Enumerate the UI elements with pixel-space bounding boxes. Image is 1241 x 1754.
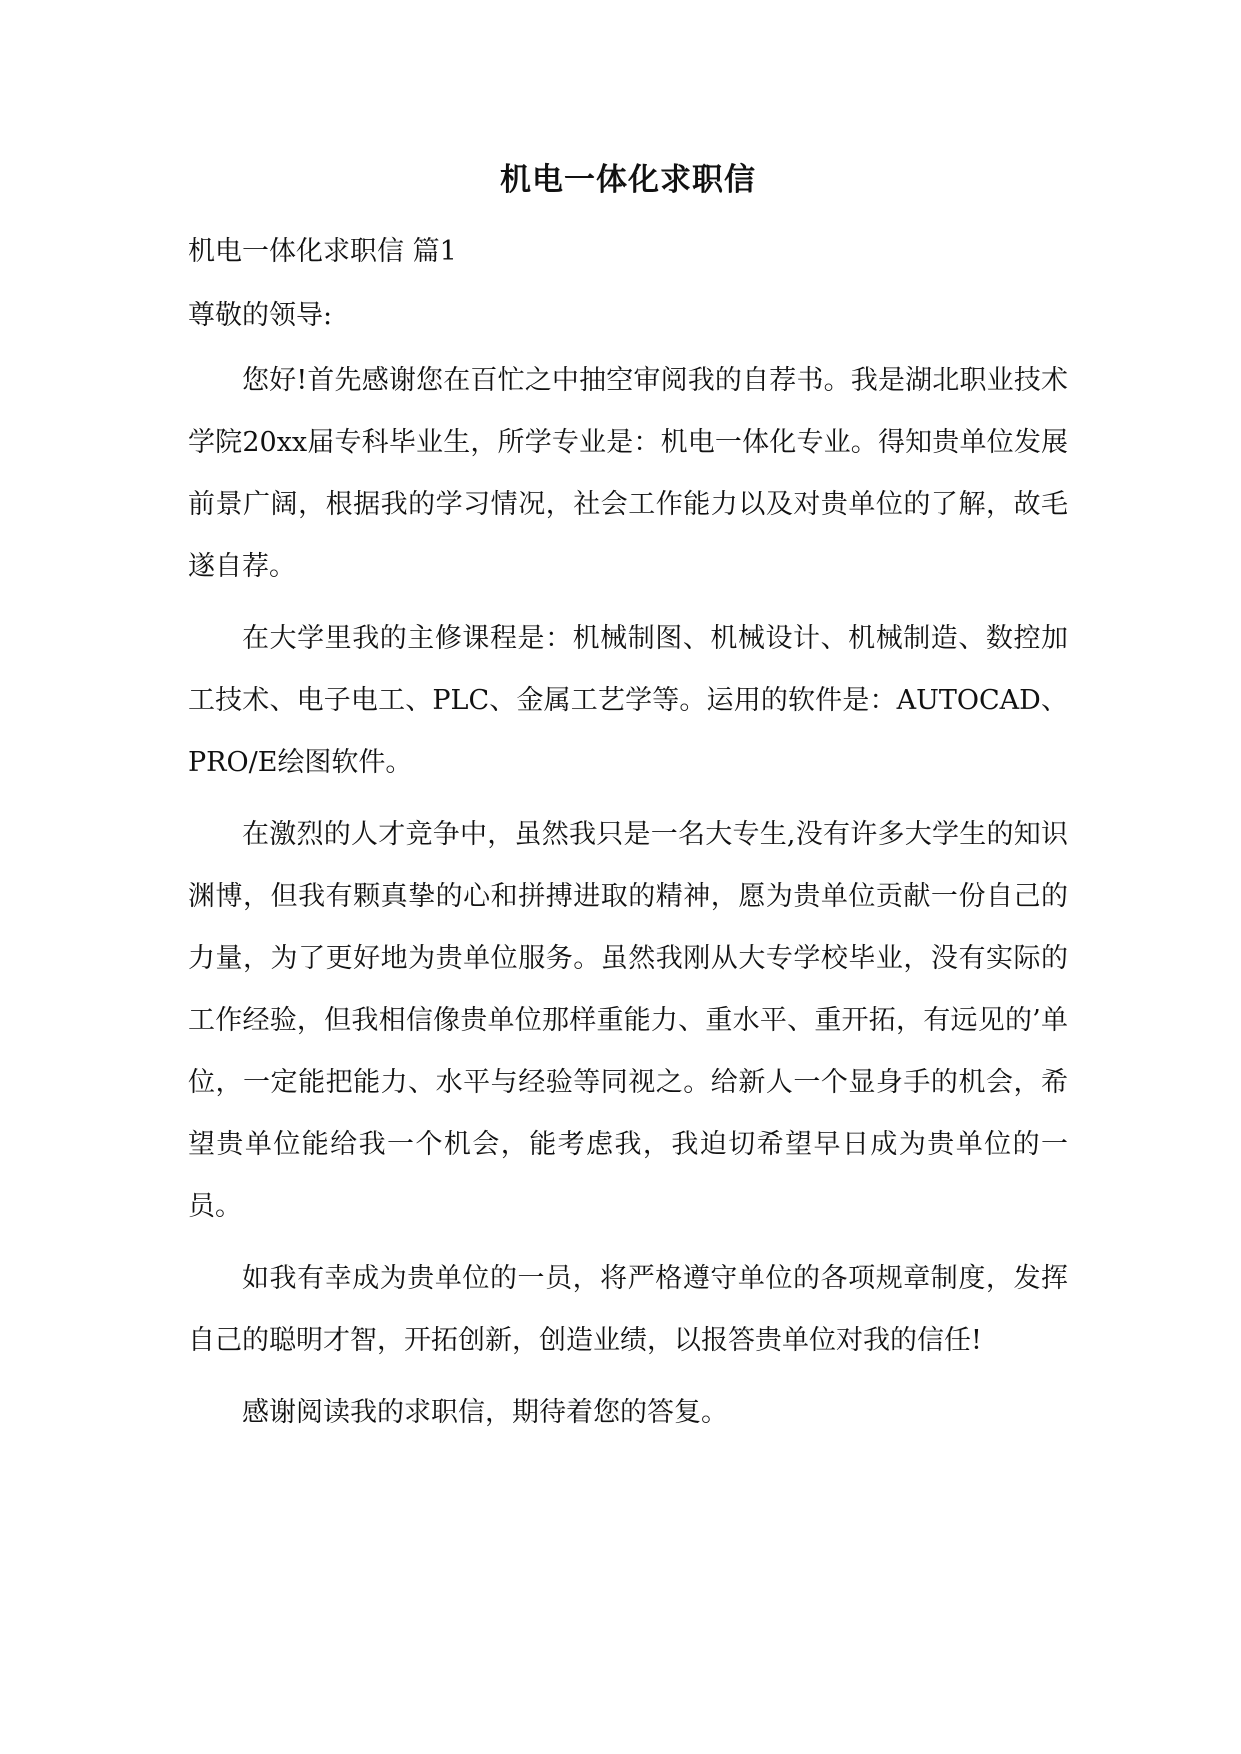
document-subtitle: 机电一体化求职信 篇1 bbox=[188, 236, 457, 267]
salutation: 尊敬的领导: bbox=[188, 300, 333, 331]
paragraph-courses: 在大学里我的主修课程是：机械制图、机械设计、机械制造、数控加工技术、电子电工、PLC、金属工艺学等。运用的软件是：AUTOCAD、PRO/E绘图软件。 bbox=[188, 623, 1068, 778]
paragraph-motivation: 在激烈的人才竞争中，虽然我只是一名大专生,没有许多大学生的知识渊博，但我有颗真挚的心和拼搏进取的精神，愿为贵单位贡献一份自己的力量，为了更好地为贵单位服务。虽然我刚从大专学校毕业，没有实际的工作经验，但我相信像贵单位那样重能力、重水平、重开拓，有远见的’单位，一定能把能力、水平与经验等同视之。给新人一个显身手的机会，希望贵单位能给我一个机会，能考虑我，我迫切希望早日成为贵单位的一员。 bbox=[188, 819, 1068, 1222]
paragraph-intro: 您好!首先感谢您在百忙之中抽空审阅我的自荐书。我是湖北职业技术学院20xx届专科毕业生，所学专业是：机电一体化专业。得知贵单位发展前景广阔，根据我的学习情况，社会工作能力以及对贵单位的了解，故毛遂自荐。 bbox=[188, 365, 1068, 582]
document-title: 机电一体化求职信 bbox=[500, 162, 756, 198]
paragraph-commitment: 如我有幸成为贵单位的一员，将严格遵守单位的各项规章制度，发挥自己的聪明才智，开拓创新，创造业绩，以报答贵单位对我的信任! bbox=[188, 1263, 1068, 1356]
document-page bbox=[188, 150, 1068, 1454]
paragraph-closing: 感谢阅读我的求职信，期待着您的答复。 bbox=[242, 1397, 728, 1428]
